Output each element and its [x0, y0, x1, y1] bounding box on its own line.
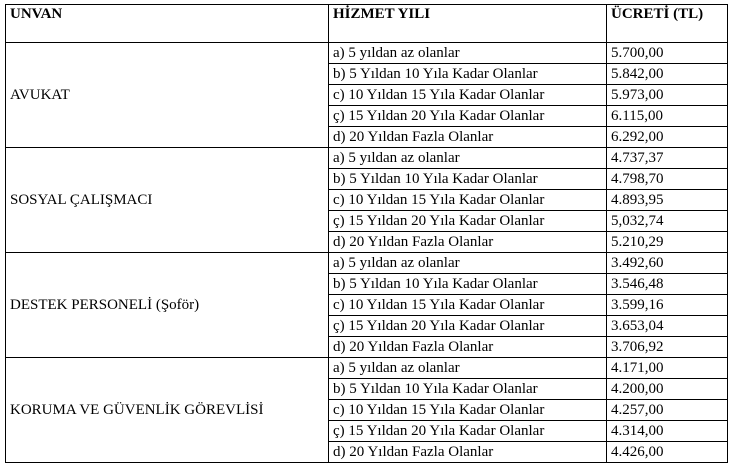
fee-cell: 3.492,60	[607, 253, 728, 274]
table-row	[6, 43, 728, 64]
job-title-cell: SOSYAL ÇALIŞMACI	[6, 148, 329, 253]
fee-cell: 4.314,00	[607, 421, 728, 442]
salary-table	[5, 4, 728, 463]
service-period-cell: c) 10 Yıldan 15 Yıla Kadar Olanlar	[329, 295, 607, 316]
fee-cell: 5.700,00	[607, 43, 728, 64]
fee-cell: 4.200,00	[607, 379, 728, 400]
service-period-cell: ç) 15 Yıldan 20 Yıla Kadar Olanlar	[329, 316, 607, 337]
header-fee: ÜCRETİ (TL)	[607, 5, 728, 43]
service-period-cell: a) 5 yıldan az olanlar	[329, 43, 607, 64]
service-period-cell: ç) 15 Yıldan 20 Yıla Kadar Olanlar	[329, 421, 607, 442]
service-period-cell: c) 10 Yıldan 15 Yıla Kadar Olanlar	[329, 85, 607, 106]
table-row	[6, 358, 728, 379]
fee-cell: 3.706,92	[607, 337, 728, 358]
table-row	[6, 148, 728, 169]
fee-cell: 5.842,00	[607, 64, 728, 85]
fee-cell: 5,032,74	[607, 211, 728, 232]
fee-cell: 5.210,29	[607, 232, 728, 253]
service-period-cell: b) 5 Yıldan 10 Yıla Kadar Olanlar	[329, 274, 607, 295]
job-title-cell: KORUMA VE GÜVENLİK GÖREVLİSİ	[6, 358, 329, 463]
table-row	[6, 253, 728, 274]
fee-cell: 4.426,00	[607, 442, 728, 463]
fee-cell: 3.546,48	[607, 274, 728, 295]
fee-cell: 4.893,95	[607, 190, 728, 211]
service-period-cell: b) 5 Yıldan 10 Yıla Kadar Olanlar	[329, 379, 607, 400]
fee-cell: 6.115,00	[607, 106, 728, 127]
table-body	[6, 43, 728, 463]
service-period-cell: c) 10 Yıldan 15 Yıla Kadar Olanlar	[329, 400, 607, 421]
service-period-cell: a) 5 yıldan az olanlar	[329, 148, 607, 169]
fee-cell: 4.257,00	[607, 400, 728, 421]
service-period-cell: ç) 15 Yıldan 20 Yıla Kadar Olanlar	[329, 106, 607, 127]
service-period-cell: d) 20 Yıldan Fazla Olanlar	[329, 127, 607, 148]
fee-cell: 4.737,37	[607, 148, 728, 169]
fee-cell: 3.653,04	[607, 316, 728, 337]
service-period-cell: a) 5 yıldan az olanlar	[329, 253, 607, 274]
service-period-cell: d) 20 Yıldan Fazla Olanlar	[329, 232, 607, 253]
service-period-cell: b) 5 Yıldan 10 Yıla Kadar Olanlar	[329, 169, 607, 190]
service-period-cell: ç) 15 Yıldan 20 Yıla Kadar Olanlar	[329, 211, 607, 232]
table-header-row	[6, 5, 728, 43]
service-period-cell: d) 20 Yıldan Fazla Olanlar	[329, 337, 607, 358]
fee-cell: 5.973,00	[607, 85, 728, 106]
service-period-cell: c) 10 Yıldan 15 Yıla Kadar Olanlar	[329, 190, 607, 211]
fee-cell: 6.292,00	[607, 127, 728, 148]
service-period-cell: a) 5 yıldan az olanlar	[329, 358, 607, 379]
service-period-cell: d) 20 Yıldan Fazla Olanlar	[329, 442, 607, 463]
header-title: UNVAN	[6, 5, 329, 43]
fee-cell: 4.171,00	[607, 358, 728, 379]
job-title-cell: DESTEK PERSONELİ (Şoför)	[6, 253, 329, 358]
job-title-cell: AVUKAT	[6, 43, 329, 148]
fee-cell: 3.599,16	[607, 295, 728, 316]
fee-cell: 4.798,70	[607, 169, 728, 190]
service-period-cell: b) 5 Yıldan 10 Yıla Kadar Olanlar	[329, 64, 607, 85]
header-service-years: HİZMET YILI	[329, 5, 607, 43]
